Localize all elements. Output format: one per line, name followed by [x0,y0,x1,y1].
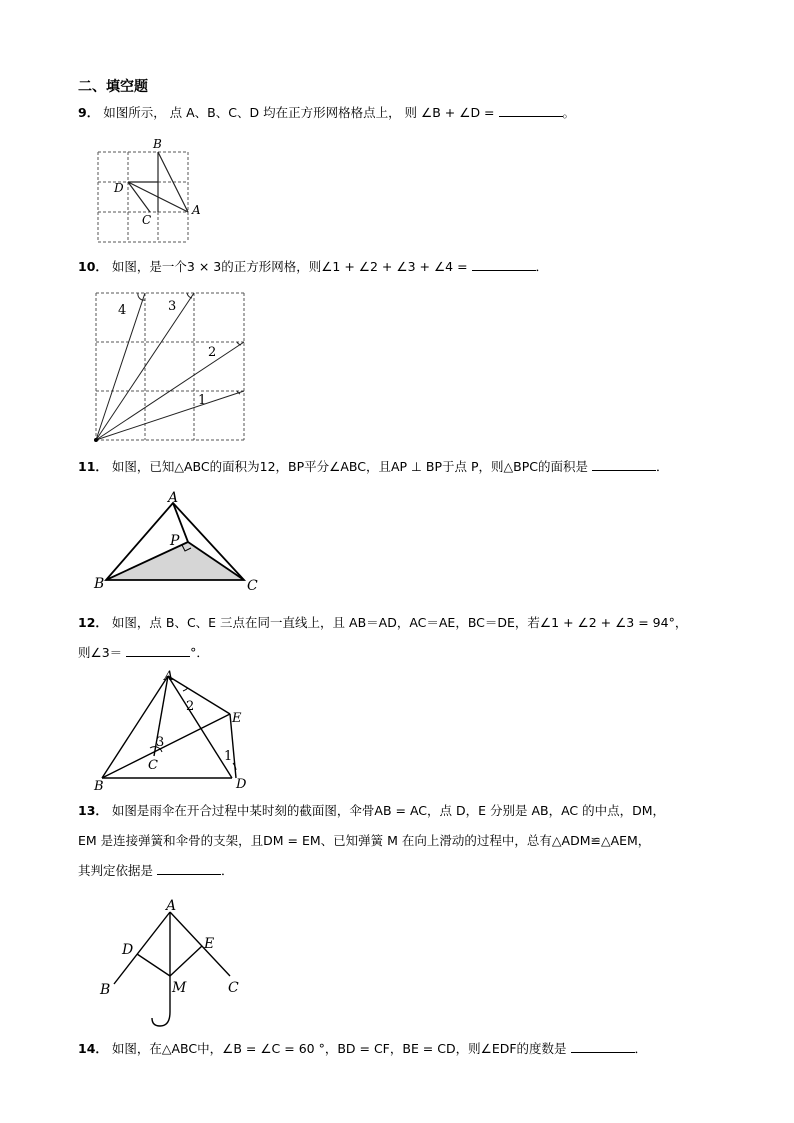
answer-blank[interactable] [157,862,221,875]
question-9 [78,104,575,122]
question-14 [78,1040,647,1058]
label-c: C [247,578,258,594]
figure-q11-triangle [90,488,270,596]
question-12-line2 [78,644,209,662]
answer-blank[interactable] [126,644,190,657]
question-end: ． [656,459,669,474]
question-number: 13． [78,803,108,818]
label-b: B [153,137,162,151]
answer-blank[interactable] [571,1040,635,1053]
question-end: ． [634,1041,648,1056]
label-a: A [166,898,177,914]
label-d: D [122,942,134,958]
question-13 [78,802,665,820]
question-text-line2: EM 是连接弹簧和伞骨的支架，且DM = EM、已知弹簧 M 在向上滑动的过程中，总有△ADM≌△AEM， [78,833,651,848]
question-10 [78,258,548,276]
question-end: °． [190,645,209,660]
figure-q13-umbrella [90,894,260,1034]
label-d: D [114,181,124,195]
angle-label-1: 1 [198,393,207,408]
label-c: C [228,980,239,996]
answer-blank[interactable] [499,104,563,117]
question-number: 9． [78,105,100,120]
angle-label-2: 2 [208,345,217,360]
question-number: 12． [78,615,108,630]
question-text-line1: 如图，点 B、C、E 三点在同一直线上，且 AB＝AD，AC＝AE，BC＝DE，若∠1 + ∠2 + ∠3 = 94°， [111,615,688,630]
figure-q9-grid [90,134,210,246]
angle-label-3: 3 [168,299,177,314]
angle-label-4: 4 [118,303,127,318]
label-e: E [232,711,242,726]
question-end: ． [535,259,549,274]
angle-label-3: 3 [156,735,165,750]
question-text-line1: 如图是雨伞在开合过程中某时刻的截面图，伞骨AB = AC，点 D，E 分别是 AB，AC 的中点，DM， [111,803,666,818]
question-13-line2 [78,832,650,850]
question-number: 11． [78,459,108,474]
label-d: D [236,777,247,792]
question-text-line2: 则∠3＝ [78,645,123,660]
label-b: B [100,982,111,998]
label-a: A [164,669,174,684]
question-11 [78,458,669,476]
answer-blank[interactable] [592,458,656,471]
question-13-line3 [78,862,234,880]
question-number: 10． [78,259,108,274]
label-p: P [170,533,180,549]
question-text: 如图，在△ABC中，∠B = ∠C = 60 °，BD = CF，BE = CD，则∠EDF的度数是 [111,1041,567,1056]
question-text-line3: 其判定依据是 [78,863,154,878]
figure-q12-triangles [90,666,260,794]
question-number: 14． [78,1041,108,1056]
label-c: C [148,758,158,773]
question-end: ． [221,863,234,878]
question-text: 如图，已知△ABC的面积为12，BP平分∠ABC，且AP ⊥ BP于点 P，则△BPC的面积是 [111,459,589,474]
question-text: 如图，是一个3 × 3的正方形网格，则∠1 + ∠2 + ∠3 + ∠4 = [111,259,468,274]
label-e: E [204,936,215,952]
label-c: C [142,213,152,227]
section-title: 二、填空题 [78,79,148,95]
label-a: A [168,490,179,506]
label-b: B [94,576,105,592]
label-a: A [192,203,201,217]
label-m: M [172,980,187,996]
question-12 [78,614,687,632]
answer-blank[interactable] [472,258,536,271]
figure-q10-grid [90,288,250,448]
question-text: 如图所示， 点 A、B、C、D 均在正方形网格格点上， 则 ∠B + ∠D = [103,105,495,120]
label-b: B [94,779,104,794]
angle-label-1: 1 [224,749,233,764]
angle-label-2: 2 [186,699,195,714]
question-end: 。 [562,105,576,120]
